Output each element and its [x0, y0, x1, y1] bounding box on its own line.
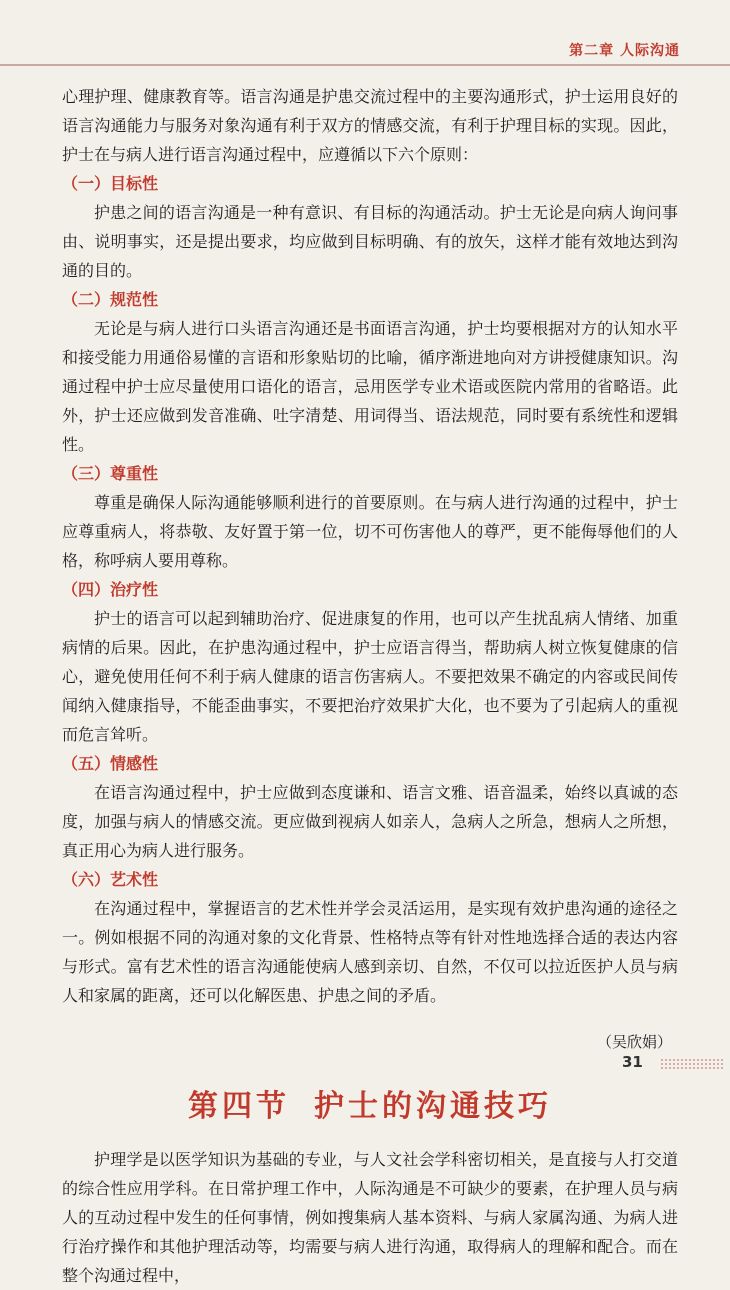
principle-heading: （一）目标性 [62, 174, 159, 193]
principle-text: 护患之间的语言沟通是一种有意识、有目标的沟通活动。护士无论是向病人询问事由、说明事实，还是提出要求，均应做到目标明确、有的放矢，这样才能有效地达到沟通的目的。 [62, 203, 678, 280]
page-number-decoration [660, 1058, 724, 1070]
principle-text: 在语言沟通过程中，护士应做到态度谦和、语言文雅、语音温柔，始终以真诚的态度，加强与病人的情感交流。更应做到视病人如亲人，急病人之所急，想病人之所想，真正用心为病人进行服务。 [62, 783, 678, 860]
principle-text: 在沟通过程中，掌握语言的艺术性并学会灵活运用，是实现有效护患沟通的途径之一。例如根据不同的沟通对象的文化背景、性格特点等有针对性地选择合适的表达内容与形式。富有艺术性的语言沟通能使病人感到亲切、自然，不仅可以拉近医护人员与病人和家属的距离，还可以化解医患、护患之间的矛盾。 [62, 899, 678, 1005]
page-header [0, 0, 730, 64]
principle-heading: （六）艺术性 [62, 870, 159, 889]
chapter-title: 第二章 人际沟通 [569, 43, 680, 59]
principle-text: 无论是与病人进行口头语言沟通还是书面语言沟通，护士均要根据对方的认知水平和接受能力用通俗易懂的言语和形象贴切的比喻，循序渐进地向对方讲授健康知识。沟通过程中护士应尽量使用口语化的语言，忌用医学专业术语或医院内常用的省略语。此外，护士还应做到发音准确、吐字清楚、用词得当、语法规范，同时要有系统性和逻辑性。 [62, 319, 678, 454]
principle-3 [62, 459, 678, 575]
section-title [62, 1087, 678, 1127]
principle-heading: （二）规范性 [62, 290, 159, 309]
principle-text: 尊重是确保人际沟通能够顺利进行的首要原则。在与病人进行沟通的过程中，护士应尊重病人，将恭敬、友好置于第一位，切不可伤害他人的尊严，更不能侮辱他们的人格，称呼病人要用尊称。 [62, 493, 678, 570]
principle-heading: （四）治疗性 [62, 580, 159, 599]
principle-5 [62, 749, 678, 865]
intro-paragraph: 心理护理、健康教育等。语言沟通是护患交流过程中的主要沟通形式，护士运用良好的语言沟通能力与服务对象沟通有利于双方的情感交流，有利于护理目标的实现。因此，护士在与病人进行语言沟通过程中，应遵循以下六个原则： [62, 87, 678, 164]
author-credit: （吴欣娟） [596, 1033, 672, 1051]
section-number: 第四节 [188, 1089, 290, 1124]
principle-text: 护士的语言可以起到辅助治疗、促进康复的作用，也可以产生扰乱病人情绪、加重病情的后果。因此，在护患沟通过程中，护士应语言得当，帮助病人树立恢复健康的信心，避免使用任何不利于病人健康的语言伤害病人。不要把效果不确定的内容或民间传闻纳入健康指导，不能歪曲事实，不要把治疗效果扩大化，也不要为了引起病人的重视而危言耸听。 [62, 609, 678, 744]
section-name: 护士的沟通技巧 [314, 1089, 552, 1124]
principle-2 [62, 285, 678, 459]
principle-4 [62, 575, 678, 749]
principle-heading: （三）尊重性 [62, 464, 159, 483]
principle-heading: （五）情感性 [62, 754, 159, 773]
header-divider [0, 64, 730, 66]
principle-1 [62, 169, 678, 285]
page-number: 31 [622, 1053, 643, 1071]
section-intro-paragraph: 护理学是以医学知识为基础的专业，与人文社会学科密切相关，是直接与人打交道的综合性应用学科。在日常护理工作中，人际沟通是不可缺少的要素，在护理人员与病人的互动过程中发生的任何事情，例如搜集病人基本资料、与病人家属沟通、为病人进行治疗操作和其他护理活动等，均需要与病人进行沟通，取得病人的理解和配合。而在整个沟通过程中， [62, 1150, 678, 1285]
principle-6 [62, 865, 678, 1010]
